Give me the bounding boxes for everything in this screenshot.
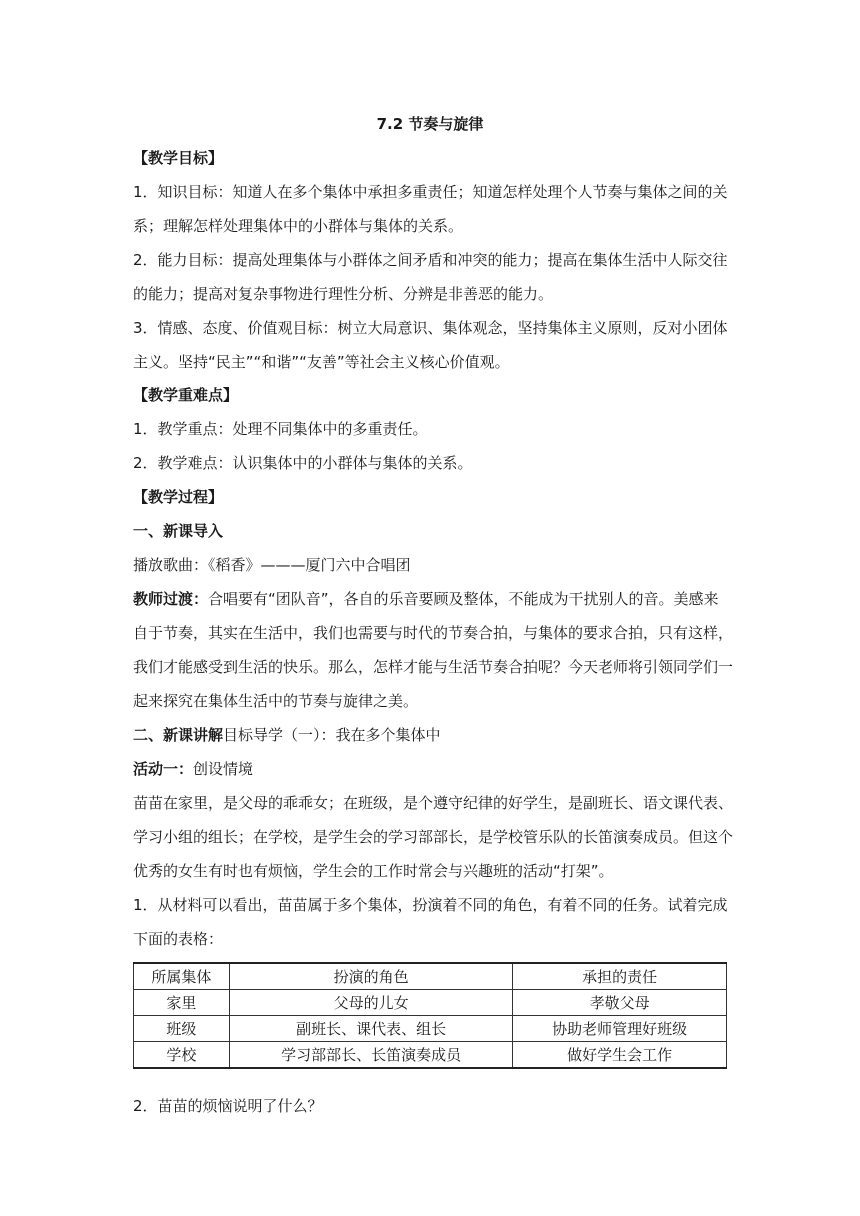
transition-line-3: 我们才能感受到生活的快乐。那么，怎样才能与生活节奏合拍呢？今天老师将引领同学们一 (133, 658, 734, 676)
transition-line-1 (133, 589, 733, 609)
transition-label: 教师过渡： (133, 590, 209, 608)
table-header-cell: 扮演的角色 (229, 963, 513, 990)
table-cell: 孝敬父母 (513, 990, 727, 1016)
section-1-song: 播放歌曲：《稻香》———厦门六中合唱团 (133, 556, 411, 574)
activity-1-label: 活动一： (133, 760, 194, 778)
transition-text-1: 合唱要有“团队音”，各自的乐音要顾及整体，不能成为干扰别人的音。美感来 (208, 590, 719, 608)
material-line-2: 学习小组的组长；在学校，是学生会的学习部部长，是学校管乐队的长笛演奏成员。但这个 (133, 828, 734, 846)
transition-line-2: 自于节奏，其实在生活中，我们也需要与时代的节奏合拍，与集体的要求合拍，只有这样， (133, 624, 734, 642)
table-header-cell: 承担的责任 (513, 963, 727, 990)
heading-goals: 【教学目标】 (133, 149, 224, 167)
section-2-heading: 二、新课讲解 (133, 726, 224, 744)
table-row (134, 1042, 727, 1069)
activity-1-line (133, 759, 733, 779)
question-1-line-1: 1．从材料可以看出，苗苗属于多个集体，扮演着不同的角色，有着不同的任务。试着完成 (133, 896, 728, 914)
material-line-1: 苗苗在家里，是父母的乖乖女；在班级，是个遵守纪律的好学生，是副班长、语文课代表、 (133, 794, 734, 812)
roles-table (133, 962, 727, 1069)
table-header-row (134, 963, 727, 990)
goal-1-line-2: 系；理解怎样处理集体中的小群体与集体的关系。 (133, 217, 464, 235)
goal-2-line-1: 2．能力目标：提高处理集体与小群体之间矛盾和冲突的能力；提高在集体生活中人际交往 (133, 251, 728, 269)
table-header-cell: 所属集体 (134, 963, 230, 990)
section-2-heading-line (133, 725, 733, 745)
table-cell: 学校 (134, 1042, 230, 1069)
table-cell: 副班长、课代表、组长 (229, 1016, 513, 1042)
key-point-2: 2．教学难点：认识集体中的小群体与集体的关系。 (133, 454, 473, 472)
table-row (134, 1016, 727, 1042)
goal-1-line-1: 1．知识目标：知道人在多个集体中承担多重责任；知道怎样处理个人节奏与集体之间的关 (133, 183, 728, 201)
goal-3-line-1: 3．情感、态度、价值观目标：树立大局意识、集体观念，坚持集体主义原则，反对小团体 (133, 319, 728, 337)
table-cell: 学习部部长、长笛演奏成员 (229, 1042, 513, 1069)
table-cell: 班级 (134, 1016, 230, 1042)
section-2-subheading: 目标导学（一）：我在多个集体中 (223, 726, 441, 744)
goal-2-line-2: 的能力；提高对复杂事物进行理性分析、分辨是非善恶的能力。 (133, 285, 554, 303)
goal-3-line-2: 主义。坚持“民主”“和谐”“友善”等社会主义核心价值观。 (133, 353, 510, 371)
table-cell: 协助老师管理好班级 (513, 1016, 727, 1042)
table-row (134, 990, 727, 1016)
table-cell: 做好学生会工作 (513, 1042, 727, 1069)
section-1-heading: 一、新课导入 (133, 522, 224, 540)
heading-process: 【教学过程】 (133, 488, 224, 506)
page-title: 7.2 节奏与旋律 (376, 115, 484, 133)
key-point-1: 1．教学重点：处理不同集体中的多重责任。 (133, 420, 428, 438)
material-line-3: 优秀的女生有时也有烦恼，学生会的工作时常会与兴趣班的活动“打架”。 (133, 862, 614, 880)
question-1-line-2: 下面的表格： (133, 930, 224, 948)
question-2: 2．苗苗的烦恼说明了什么？ (133, 1097, 323, 1115)
table-cell: 父母的儿女 (229, 990, 513, 1016)
table-cell: 家里 (134, 990, 230, 1016)
transition-line-4: 起来探究在集体生活中的节奏与旋律之美。 (133, 692, 419, 710)
activity-1-text: 创设情境 (193, 760, 254, 778)
heading-key-points: 【教学重难点】 (133, 386, 239, 404)
